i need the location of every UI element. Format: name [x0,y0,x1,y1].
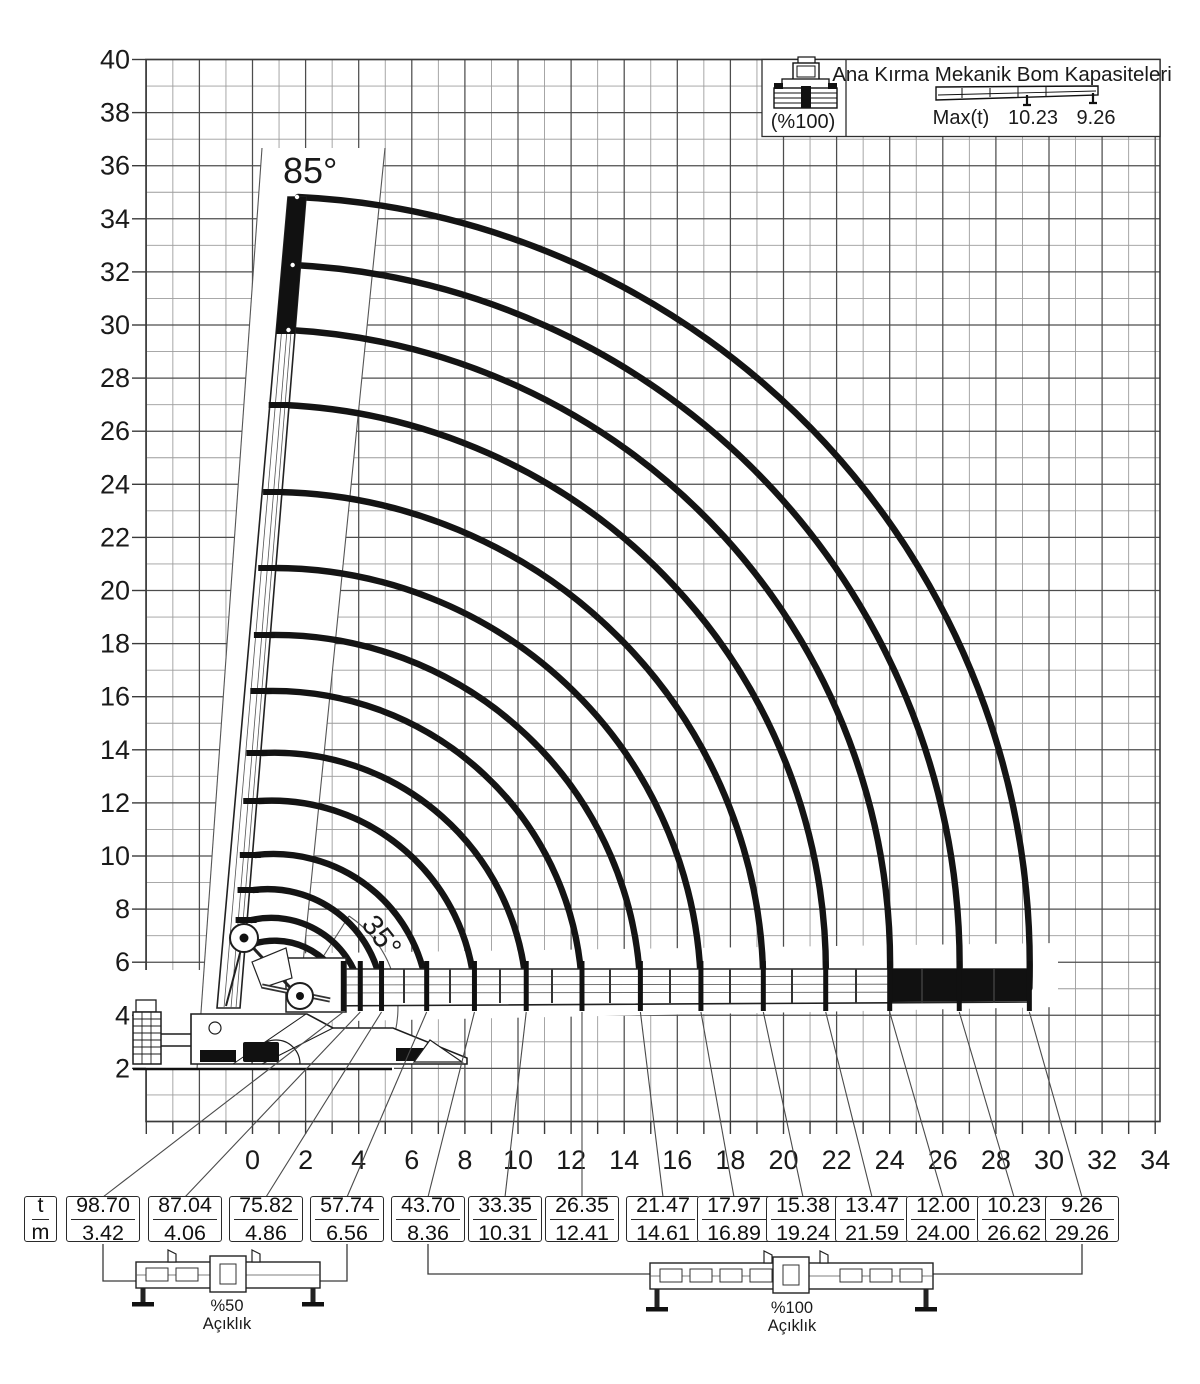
y-tick-label: 16 [99,681,130,712]
x-tick-label: 28 [980,1145,1011,1176]
capacity-t-value: 9.26 [1050,1194,1114,1221]
capacity-cell [468,1192,542,1245]
x-tick-label: 22 [821,1145,852,1176]
bolt-circle [209,1022,221,1034]
capacity-t-value: 33.35 [473,1194,537,1221]
arc-anchor-dot [295,195,299,199]
track-block [200,1050,236,1062]
unit-t: t [32,1195,50,1220]
x-tick-label: 14 [609,1145,640,1176]
y-tick-label: 2 [114,1053,130,1084]
y-tick-label: 36 [99,150,130,181]
y-tick-label: 14 [99,734,130,765]
y-tick-label: 4 [114,1000,130,1031]
x-axis-tick-labels [245,1145,1170,1175]
capacity-t-value: 98.70 [71,1194,135,1221]
outreach-m-value: 26.62 [987,1221,1041,1245]
legend [762,57,1172,137]
x-tick-label: 16 [662,1145,693,1176]
legend-max-value-2: 9.26 [1076,107,1116,129]
capacity-cell [697,1192,771,1245]
capacity-t-value: 15.38 [771,1194,835,1221]
y-axis-tick-labels [100,45,130,1084]
stabilizer-pad [243,1042,279,1062]
y-tick-label: 12 [99,787,130,818]
capacity-cell [391,1192,465,1245]
x-tick-label: 0 [244,1145,261,1176]
unit-m: m [31,1219,50,1244]
capacity-cell [906,1192,980,1245]
capacity-cell [766,1192,840,1245]
outreach-m-value: 21.59 [845,1221,899,1245]
capacity-t-value: 43.70 [396,1194,460,1221]
capacity-cell [310,1192,384,1245]
capacity-t-value: 57.74 [315,1194,379,1221]
outreach-m-value: 16.89 [707,1221,761,1245]
y-tick-label: 26 [99,416,130,447]
capacity-arc [290,330,891,988]
y-tick-label: 34 [99,203,130,234]
legend-config-label: (%100) [770,111,836,133]
capacity-cell [66,1192,140,1245]
outreach-m-value: 4.06 [164,1221,206,1245]
capacity-cell [626,1192,700,1245]
capacity-t-value: 13.47 [840,1194,904,1221]
outreach-m-value: 29.26 [1055,1221,1109,1245]
outreach-m-value: 12.41 [555,1221,609,1245]
x-tick-label: 30 [1033,1145,1065,1176]
capacity-cell [229,1192,303,1245]
outrigger-50-pct: %50 [210,1297,244,1315]
outreach-m-value: 6.56 [326,1221,368,1245]
capacity-cell [545,1192,619,1245]
capacity-t-value: 10.23 [982,1194,1046,1221]
capacity-cell [1045,1192,1119,1245]
capacity-t-value: 12.00 [911,1194,975,1221]
y-tick-label: 40 [99,44,130,75]
x-tick-label: 2 [298,1145,314,1176]
counterweight-top-tab [136,1000,156,1012]
y-tick-label: 22 [99,522,130,553]
outrigger-50-label: Açıklık [202,1315,252,1333]
legend-title: Ana Kırma Mekanik Bom Kapasiteleri [832,63,1172,86]
capacity-t-value: 17.97 [702,1194,766,1221]
y-tick-label: 6 [114,947,130,978]
outreach-m-value: 19.24 [776,1221,830,1245]
capacity-t-value: 26.35 [550,1194,614,1221]
capacity-t-value: 75.82 [234,1194,298,1221]
legend-max-label: Max(t) [932,107,990,129]
capacity-arc [294,265,960,988]
y-tick-label: 32 [99,256,130,287]
y-tick-label: 18 [99,628,130,659]
y-tick-label: 8 [114,894,130,925]
capacity-cell [835,1192,909,1245]
x-tick-label: 4 [351,1145,367,1176]
angle-85-label: 85° [283,150,338,191]
leader-line [640,1012,663,1197]
x-tick-label: 10 [502,1145,534,1176]
y-tick-label: 28 [99,363,130,394]
x-tick-label: 18 [715,1145,746,1176]
outreach-m-value: 14.61 [636,1221,690,1245]
y-tick-label: 30 [99,310,130,340]
outreach-m-value: 8.36 [407,1221,449,1245]
x-tick-label: 34 [1140,1145,1171,1176]
outrigger-100-pct: %100 [770,1299,814,1317]
y-tick-label: 20 [99,575,130,606]
y-tick-label: 10 [99,841,130,871]
boom-pivot-hub [296,992,304,1000]
x-tick-label: 12 [556,1145,587,1176]
capacity-cell [977,1192,1051,1245]
legend-max-value-1: 10.23 [1007,107,1059,129]
y-tick-label: 38 [99,97,130,128]
x-tick-label: 8 [457,1145,473,1176]
x-tick-label: 6 [404,1145,420,1176]
unit-header-cell [24,1193,57,1244]
capacity-t-value: 87.04 [153,1194,217,1221]
outrigger-100-label: Açıklık [767,1317,817,1335]
counterweight-stack [133,1012,161,1064]
outreach-m-value: 10.31 [478,1221,532,1245]
upper-pivot-hub [240,934,249,943]
outreach-m-value: 3.42 [82,1221,124,1245]
arc-anchor-dot [286,328,290,332]
angle-35-label: 35° [354,909,408,964]
capacity-t-value: 21.47 [631,1194,695,1221]
x-tick-label: 32 [1087,1145,1118,1176]
x-tick-label: 20 [768,1145,799,1176]
x-tick-label: 24 [874,1145,905,1176]
outreach-m-value: 24.00 [916,1221,970,1245]
arc-anchor-dot [290,263,294,267]
outreach-m-value: 4.86 [245,1221,287,1245]
y-tick-label: 24 [99,469,130,500]
x-tick-label: 26 [927,1145,958,1176]
capacity-cell [148,1192,222,1245]
